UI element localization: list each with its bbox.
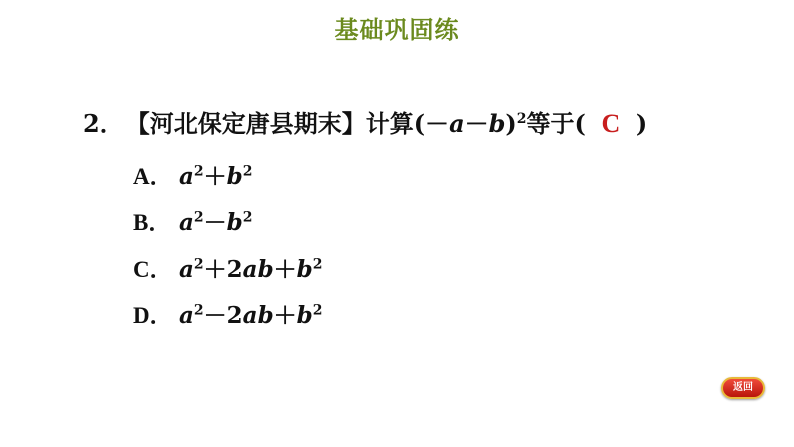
option-a [133, 158, 253, 191]
term-a: a [179, 256, 194, 283]
exponent: 2 [312, 256, 323, 273]
term-b: b [296, 302, 313, 329]
operator: ＋ [273, 302, 297, 329]
exponent: 2 [193, 209, 204, 226]
coefficient: 2 [226, 302, 243, 329]
stem-close: ) [505, 109, 517, 138]
term-b: b [226, 209, 243, 236]
var-b: b [488, 109, 506, 138]
exponent: 2 [516, 111, 527, 127]
minus-sign: － [464, 109, 489, 138]
page-title: 基础巩固练 [334, 16, 460, 44]
option-c [133, 251, 323, 284]
term-b: b [296, 256, 313, 283]
operator: － [203, 209, 227, 236]
question-source: 【河北保定唐县期末】 [137, 109, 366, 138]
stem-prefix: 计算(－ [365, 109, 450, 138]
back-button[interactable]: 返回 [721, 377, 765, 399]
coefficient: 2 [226, 256, 243, 283]
operator: ＋ [203, 256, 227, 283]
question-stem [83, 104, 647, 139]
term-a: a [179, 163, 194, 190]
option-letter: C． [133, 257, 173, 282]
operator: ＋ [273, 256, 297, 283]
answer-mark: C [601, 109, 621, 138]
option-letter: D． [133, 303, 173, 328]
option-letter: A． [133, 164, 173, 189]
stem-suffix: 等于( [526, 109, 586, 138]
close-paren: ) [635, 109, 648, 138]
exponent: 2 [242, 209, 253, 226]
exponent: 2 [312, 302, 323, 319]
operator: － [203, 302, 227, 329]
exponent: 2 [193, 302, 204, 319]
term-ab: ab [242, 256, 274, 283]
option-b [133, 204, 253, 237]
term-b: b [226, 163, 243, 190]
exponent: 2 [193, 256, 204, 273]
option-letter: B． [133, 210, 172, 235]
var-a: a [449, 109, 465, 138]
operator: ＋ [203, 163, 227, 190]
exponent: 2 [242, 163, 253, 180]
question-number: 2． [83, 109, 124, 138]
option-d [133, 297, 323, 330]
term-ab: ab [242, 302, 274, 329]
exponent: 2 [193, 163, 204, 180]
term-a: a [179, 302, 194, 329]
term-a: a [179, 209, 194, 236]
